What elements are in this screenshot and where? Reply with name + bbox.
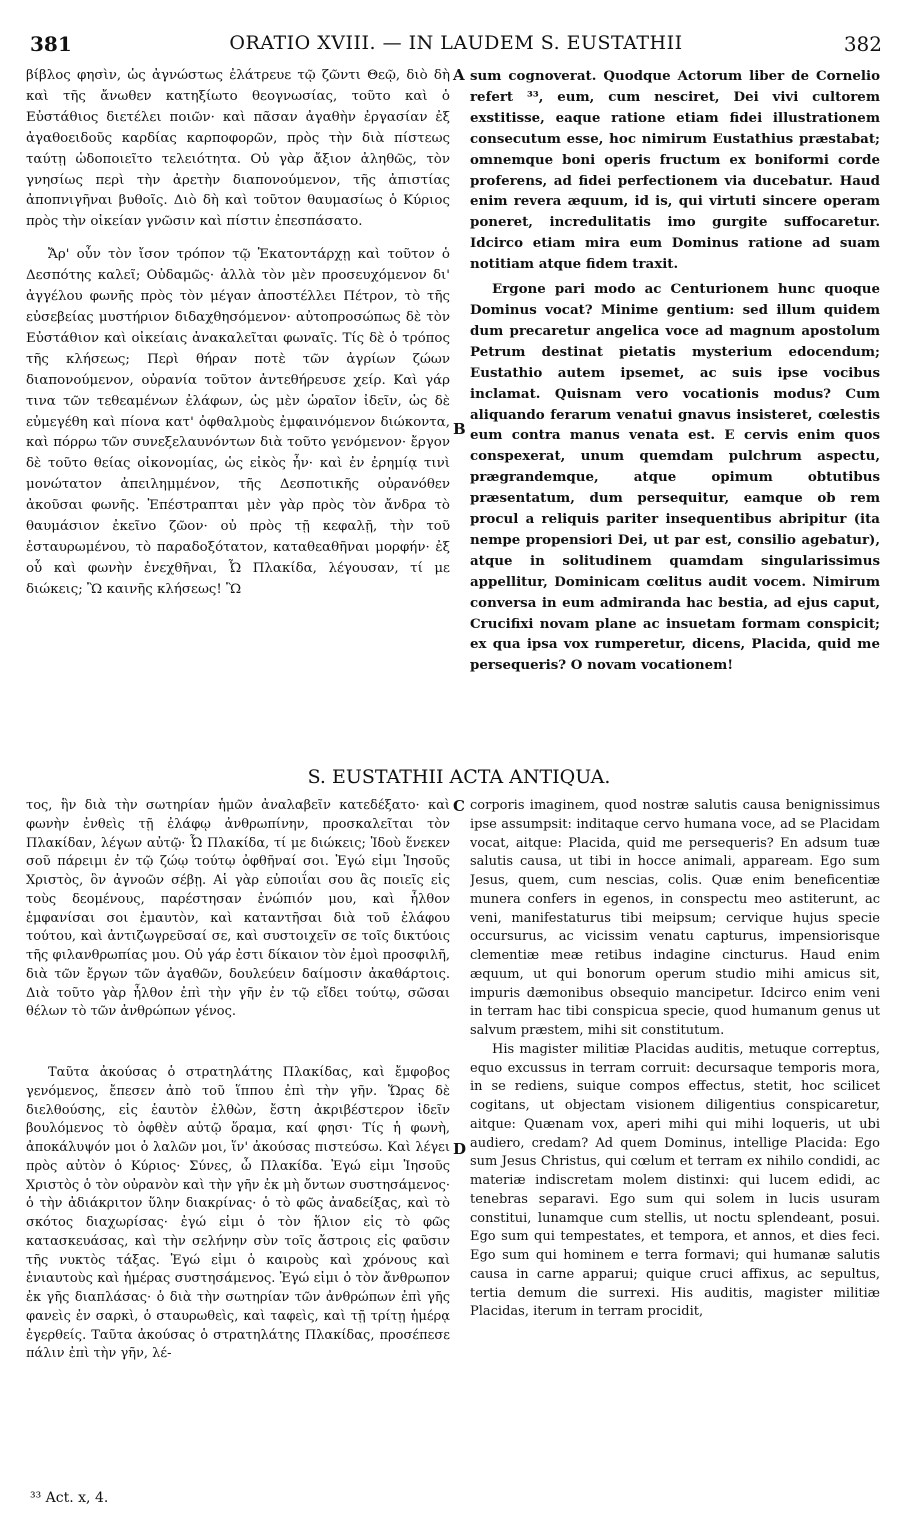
section-title: S. EUSTATHII ACTA ANTIQUA.	[307, 766, 611, 788]
margin-letter-c: C	[453, 797, 465, 815]
running-title: ORATIO XVIII. — IN LAUDEM S. EUSTATHII	[229, 32, 683, 54]
greek-column-bottom	[26, 797, 450, 1457]
margin-letter-b: B	[453, 420, 466, 438]
greek-paragraph: τος, ἣν διὰ τὴν σωτηρίαν ἡμῶν ἀναλαβεῖν κατεδέξατο· καὶ φωνὴν ἐνθεὶς τῇ ἐλάφῳ ἀνθρωπίνην, προσκαλεῖται τὸν Πλακίδαν, λέγων αὐτῷ· Ὦ Πλακίδα, τί με διώκεις; Ἰδοὺ ἕνεκεν σοῦ πάρειμι ἐν τῷ ζώῳ τούτῳ ὀφθῆναί σοι. Ἐγώ εἰμι Ἰησοῦς Χριστὸς, ὃν ἀγνοῶν σέβῃ. Αἱ γὰρ εὐποιΐαι σου ἃς ποιεῖς εἰς τοὺς δεομένους, παρέστησαν ἐνώπιόν μου, καὶ ἦλθον ἐμφανίσαι σοι ἐμαυτὸν, καὶ καταντῆσαι διὰ τοῦ ἐλάφου τούτου, καὶ ἀντιζωγρεῦσαί σε, καὶ συστοιχεῖν σε τοῖς δικτύοις τῆς φιλανθρωπίας μου. Οὐ γάρ ἐστι δίκαιον τὸν ἐμοὶ προσφιλῆ, διὰ τῶν ἔργων τῶν ἀγαθῶν, δουλεύειν δαίμοσιν ἀκαθάρτοις. Διὰ τοῦτο γὰρ ἦλθον ἐπὶ τὴν γῆν ἐν τῷ εἴδει τούτῳ, σῶσαι θέλων τὸ τῶν ἀνθρώπων γένος.	[26, 798, 450, 1020]
latin-column-bottom	[470, 797, 880, 1457]
greek-paragraph: βίβλος φησὶν, ὡς ἀγνώστως ἐλάτρευε τῷ ζῶντι Θεῷ, διὸ δὴ καὶ τῆς ἄνωθεν κατηξίωτο θεογνωσίας, τοῦτο καὶ ὁ Εὐστάθιος διετέλει ποιῶν· καὶ πᾶσαν ἀγαθὴν ἐργασίαν ἐξ ἀγαθοειδοῦς καρδίας καρποφορῶν, πρὸς τὴν διὰ πίστεως ταύτῃ ὡδοποιεῖτο τελειότητα. Οὐ γὰρ ἄξιον ἀληθῶς, τὸν γνησίως περὶ τὴν ἀρετὴν διαπονούμενον, τῆς ἀπιστίας ἀποπνιγῆναι βυθοῖς. Διὸ δὴ καὶ τοῦτον θαυμασίως ὁ Κύριος πρὸς τὴν οἰκείαν γνῶσιν καὶ πίστιν ἐπεσπάσατο.	[26, 68, 450, 230]
latin-paragraph: His magister militiæ Placidas auditis, metuque correptus, equo excussus in terram corruit: decursaque temporis mora, in se rediens, suique compos effectus, stetit, hoc scilicet cogitans, ut objectam visionem diligentius conspicaretur, aitque: Quænam vox, aperi mihi qui mihi loqueris, ut ubi audiero, credam? Ad quem Dominus, intellige Placida: Ego sum Jesus Christus, qui cœlum et terram ex nihilo condidi, ac materiæ indiscretam molem distinxi: qui lucem edidi, ac tenebras separavi. Ego sum qui solem in lucis usuram constitui, lunamque cum stellis, ut noctu splendeant, posui. Ego sum qui tempestates, et tempora, et annos, et dies feci. Ego sum qui hominem e terra formavi; qui humanæ salutis causa in carne apparui; quique cruci affixus, ac sepultus, tertia demum die surrexi. His auditis, magister militiæ Placidas, iterum in terram procidit,	[470, 1041, 880, 1320]
page-number-right: 382	[843, 32, 882, 56]
greek-paragraph: Ἄρ' οὖν τὸν ἴσον τρόπον τῷ Ἑκατοντάρχῃ καὶ τοῦτον ὁ Δεσπότης καλεῖ; Οὐδαμῶς· ἀλλὰ τὸν μὲν προσευχόμενον δι' ἀγγέλου φωνῆς πρὸς τὸν μέγαν ἀποστέλλει Πέτρον, τὸ τῆς εὐσεβείας μυστήριον διδαχθησόμενον· αὐτοπροσώπως δὲ τὸν Εὐστάθιον καὶ οἰκείαις ἀνακαλεῖται φωναῖς. Τίς δὲ ὁ τρόπος τῆς κλήσεως; Περὶ θήραν ποτὲ τῶν ἀγρίων ζώων διαπονούμενον, οὐρανία τοῦτον ἀντεθήρευσε χείρ. Καὶ γάρ τινα τῶν τεθεαμένων ἐλάφων, ὡς μὲν ὡραῖον ἰδεῖν, ὡς δὲ εὐμεγέθη καὶ πίονα κατ' ὀφθαλμοὺς ἐμφαινόμενον διώκοντα, καὶ πόρρω τῶν συνεξελαυνόντων διὰ τοῦτο γενόμενον· ἔργον δὲ τοῦτο θείας οἰκονομίας, ὡς εἰκὸς ἦν· καὶ ἐν ἐρημίᾳ τινὶ μονώτατον ἀπειλημμένον, τῆς Δεσποτικῆς οὐρανόθεν ἀκοῦσαι φωνῆς. Ἐπέστραπται μὲν γὰρ πρὸς τὸν ἄνδρα τὸ θαυμάσιον ἐκεῖνο ζῶον· οὐ πρὸς τῇ κεφαλῇ, τὴν τοῦ ἐσταυρωμένου, τὸ παραδοξότατον, καταθεαθῆναι μορφήν· ἐξ οὗ καὶ φωνὴν ἐνεχθῆναι, Ὦ Πλακίδα, λέγουσαν, τί με διώκεις; Ὢ καινῆς κλήσεως! Ὢ	[26, 247, 450, 597]
latin-column-top	[470, 66, 880, 693]
footnote: ³³ Act. x, 4.	[30, 1490, 109, 1506]
margin-letter-a: A	[453, 66, 465, 84]
page-number-left: 381	[30, 32, 72, 56]
latin-paragraph: Ergone pari modo ac Centurionem hunc quoque Dominus vocat? Minime gentium: sed illum quidem dum precaretur angelica voce ad magnum apostolum Petrum destinat pietatis mysterium edocendum; Eustathio autem ipsemet, ac suis ipse vocibus inclamat. Quisnam vero vocationis modus? Cum aliquando ferarum venatui gnavus insisteret, cœlestis eum contra manus venata est. E cervis enim quos conspexerat, unum quemdam pulchrum aspectu, prægrandemque, atque opimum obtutibus præsentatum, dum persequitur, eamque ob rem procul a reliquis pariter insequentibus abripitur (ita nempe propensiori Dei, ut par est, consilio agebatur), atque in solitudinem quamdam singularissimus appellitur, Dominicam cœlitus audit vocem. Nimirum conversa in eum admiranda hac bestia, ad ejus caput, Crucifixi novam plane ac insuetam formam conspicit; ex qua ipsa vox rumperetur, dicens, Placida, quid me persequeris? O novam vocationem!	[470, 281, 880, 674]
latin-paragraph: corporis imaginem, quod nostræ salutis causa benignissimus ipse assumpsit: inditaque cervo humana voce, ad se Placidam vocat, aitque: Placida, quid me persequeris? En adsum tuæ salutis causa, ut tibi in hocce animali, appaream. Ego sum Jesus, quem, cum nescias, colis. Quæ enim beneficentiæ munera confers in egenos, in conspectu meo astiterunt, ac veni, manifestaturus tibi meipsum; cervique hujus specie occursurus, ac vicissim venatu capturus, impensiorisque clementiæ meæ retibus indagine cincturus. Haud enim æquum, ut qui bonorum operum studio mihi amicus sit, impuris dæmonibus obsequio mancipetur. Idcirco enim veni in terram hac tibi conspicua specie, quod humanum genus ut salvum præstem, mihi sit constitutum.	[470, 798, 880, 1038]
latin-paragraph: sum cognoverat. Quodque Actorum liber de Cornelio refert ³³, eum, cum nesciret, Dei vivi cultorem exstitisse, eaque ratione etiam fidei illustrationem consecutum esse, hoc nimirum Eustathius præstabat; omnemque boni operis fructum ex boniformi corde proferens, ad fidei perfectionem via ducebatur. Haud enim revera æquum, id is, qui virtuti sincere operam poneret, incredulitatis imo gurgite suffocaretur. Idcirco etiam mira eum Dominus ratione ad suam notitiam atque fidem traxit.	[470, 68, 880, 273]
greek-column-top	[26, 66, 450, 693]
greek-paragraph: Ταῦτα ἀκούσας ὁ στρατηλάτης Πλακίδας, καὶ ἔμφοβος γενόμενος, ἔπεσεν ἀπὸ τοῦ ἵππου ἐπὶ τὴν γῆν. Ὥρας δὲ διελθούσης, εἰς ἑαυτὸν ἐλθὼν, ἔστη ἀκριβέστερον ἰδεῖν βουλόμενος τὸ ὀφθὲν αὐτῷ ὅραμα, καί φησι· Τίς ἡ φωνὴ, ἀποκάλυψόν μοι ὁ λαλῶν μοι, ἵν' ἀκούσας πιστεύσω. Καὶ λέγει πρὸς αὐτὸν ὁ Κύριος· Σύνες, ὦ Πλακίδα. Ἐγώ εἰμι Ἰησοῦς Χριστὸς ὁ τὸν οὐρανὸν καὶ τὴν γῆν ἐκ μὴ ὄντων συστησάμενος· ὁ τὴν ἀδιάκριτον ὕλην διακρίνας· ὁ τὸ φῶς ἀναδείξας, καὶ τὸ σκότος διαχωρίσας· ἐγώ εἰμι ὁ τὸν ἥλιον εἰς τὸ φῶς κατασκευάσας, καὶ τὴν σελήνην σὺν τοῖς ἄστροις εἰς φαῦσιν τῆς νυκτὸς τάξας. Ἐγώ εἰμι ὁ καιροὺς καὶ χρόνους καὶ ἐνιαυτοὺς καὶ ἡμέρας συστησάμενος. Ἐγώ εἰμι ὁ τὸν ἄνθρωπον ἐκ γῆς διαπλάσας· ὁ διὰ τὴν σωτηρίαν τῶν ἀνθρώπων ἐπὶ γῆς φανεὶς ἐν σαρκὶ, ὁ σταυρωθεὶς, καὶ ταφεὶς, καὶ τῇ τρίτῃ ἡμέρᾳ ἐγερθείς. Ταῦτα ἀκούσας ὁ στρατηλάτης Πλακίδας, προσέπεσε πάλιν ἐπὶ τὴν γῆν, λέ-	[26, 1065, 450, 1362]
running-header	[30, 32, 882, 62]
margin-letter-d: D	[453, 1140, 467, 1158]
